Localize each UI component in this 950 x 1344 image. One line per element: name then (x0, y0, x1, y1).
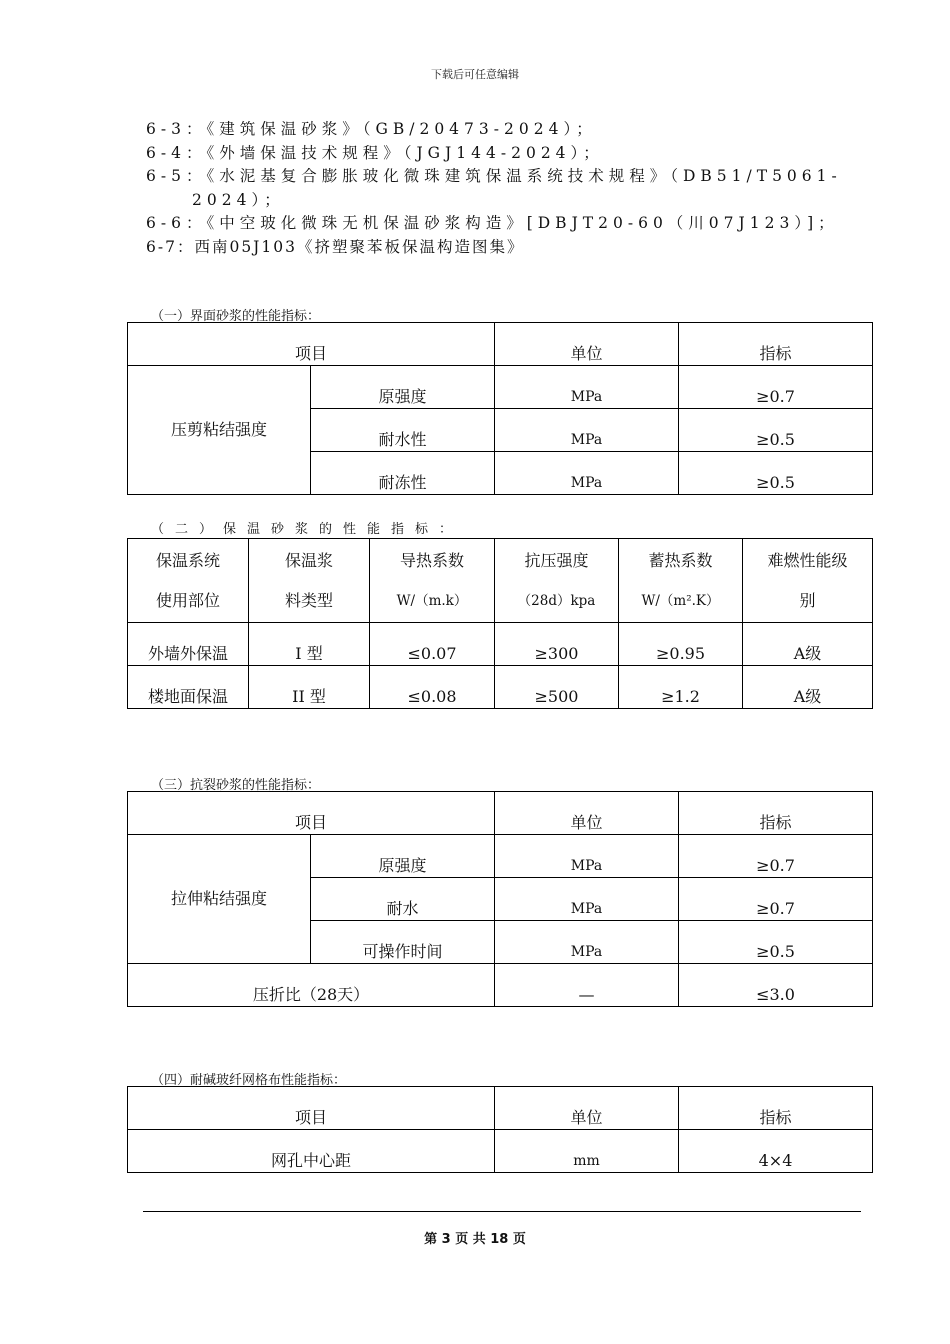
table-cell: II 型 (249, 666, 370, 709)
table-cell: 4×4 (679, 1130, 873, 1173)
table-header-cell: 单位 (495, 792, 679, 835)
table-header-row (128, 323, 873, 366)
table-cell: A级 (743, 666, 873, 709)
table-cell: 压折比（28天） (128, 964, 495, 1007)
table-cell: ≥0.5 (679, 921, 873, 964)
reference-list (146, 118, 858, 259)
table-cell: — (495, 964, 679, 1007)
table-cell: 原强度 (311, 835, 495, 878)
table-cell: ≥0.7 (679, 366, 873, 409)
table-header-cell: 保温浆 料类型 (249, 539, 370, 623)
table-cell: 外墙外保温 (128, 623, 249, 666)
table-cell: MPa (495, 409, 679, 452)
footer-divider (143, 1211, 861, 1212)
table-cell: I 型 (249, 623, 370, 666)
table-row (128, 835, 873, 878)
table-cell: MPa (495, 452, 679, 495)
table-row (128, 1130, 873, 1173)
table-header-cell: 指标 (679, 1087, 873, 1130)
table-cell: 耐水 (311, 878, 495, 921)
table-header-row (128, 792, 873, 835)
table-cell: A级 (743, 623, 873, 666)
table-cell: ≤0.07 (370, 623, 495, 666)
table-header-cell: 指标 (679, 792, 873, 835)
table-cell: MPa (495, 921, 679, 964)
table-cell: mm (495, 1130, 679, 1173)
table2-caption: （二）保温砂浆的性能指标： (151, 522, 464, 537)
table-cell: 楼地面保温 (128, 666, 249, 709)
table3-caption: （三）抗裂砂浆的性能指标： (151, 778, 321, 793)
table-header-row (128, 539, 873, 623)
table-header-cell: 蓄热系数 W/（m².K） (619, 539, 743, 623)
table2 (127, 538, 873, 709)
table-header-cell: 抗压强度 （28d）kpa (495, 539, 619, 623)
table-cell: 耐水性 (311, 409, 495, 452)
table-header-cell: 项目 (128, 1087, 495, 1130)
table-cell: ≤3.0 (679, 964, 873, 1007)
table-header-cell: 导热系数 W/（m.k） (370, 539, 495, 623)
reference-item: 6-6：《中空玻化微珠无机保温砂浆构造》[DBJT20-60（川07J123）]； (146, 214, 839, 232)
table-cell: ≥0.7 (679, 835, 873, 878)
table-row (128, 623, 873, 666)
table-cell: 可操作时间 (311, 921, 495, 964)
group-cell: 压剪粘结强度 (128, 366, 311, 495)
table-header-cell: 项目 (128, 792, 495, 835)
table-header-cell: 难燃性能级 别 (743, 539, 873, 623)
table-cell: ≥0.5 (679, 409, 873, 452)
table3 (127, 791, 873, 1007)
table-cell: ≥0.95 (619, 623, 743, 666)
table-header-cell: 保温系统 使用部位 (128, 539, 249, 623)
table-header-cell: 项目 (128, 323, 495, 366)
table-header-cell: 单位 (495, 1087, 679, 1130)
reference-item: 6-5：《水泥基复合膨胀玻化微珠建筑保温系统技术规程》（DB51/T5061-2024）； (146, 167, 842, 209)
reference-item: 6-7：西南05J103《挤塑聚苯板保温构造图集》 (146, 237, 525, 256)
table-cell: ≥1.2 (619, 666, 743, 709)
reference-item: 6-3：《建筑保温砂浆》（GB/20473-2024）； (146, 120, 597, 138)
table-header-row (128, 1087, 873, 1130)
page-header: 下载后可任意编辑 (431, 68, 519, 81)
table1 (127, 322, 873, 495)
table-header-cell: 指标 (679, 323, 873, 366)
table-cell: MPa (495, 835, 679, 878)
table4 (127, 1086, 873, 1173)
table-cell: MPa (495, 366, 679, 409)
table-cell: 网孔中心距 (128, 1130, 495, 1173)
table-cell: MPa (495, 878, 679, 921)
table-header-cell: 单位 (495, 323, 679, 366)
group-cell: 拉伸粘结强度 (128, 835, 311, 964)
table1-caption: （一）界面砂浆的性能指标： (151, 309, 321, 324)
table-cell: ≥300 (495, 623, 619, 666)
page-footer: 第 3 页 共 18 页 (424, 1232, 526, 1247)
table-cell: ≥0.7 (679, 878, 873, 921)
table-cell: 原强度 (311, 366, 495, 409)
table-row (128, 366, 873, 409)
table-row (128, 964, 873, 1007)
table-cell: ≥0.5 (679, 452, 873, 495)
table-cell: 耐冻性 (311, 452, 495, 495)
table-cell: ≥500 (495, 666, 619, 709)
table-cell: ≤0.08 (370, 666, 495, 709)
table4-caption: （四）耐碱玻纤网格布性能指标： (151, 1073, 347, 1088)
reference-item: 6-4：《外墙保温技术规程》（JGJ144-2024）； (146, 143, 604, 162)
table-row (128, 666, 873, 709)
